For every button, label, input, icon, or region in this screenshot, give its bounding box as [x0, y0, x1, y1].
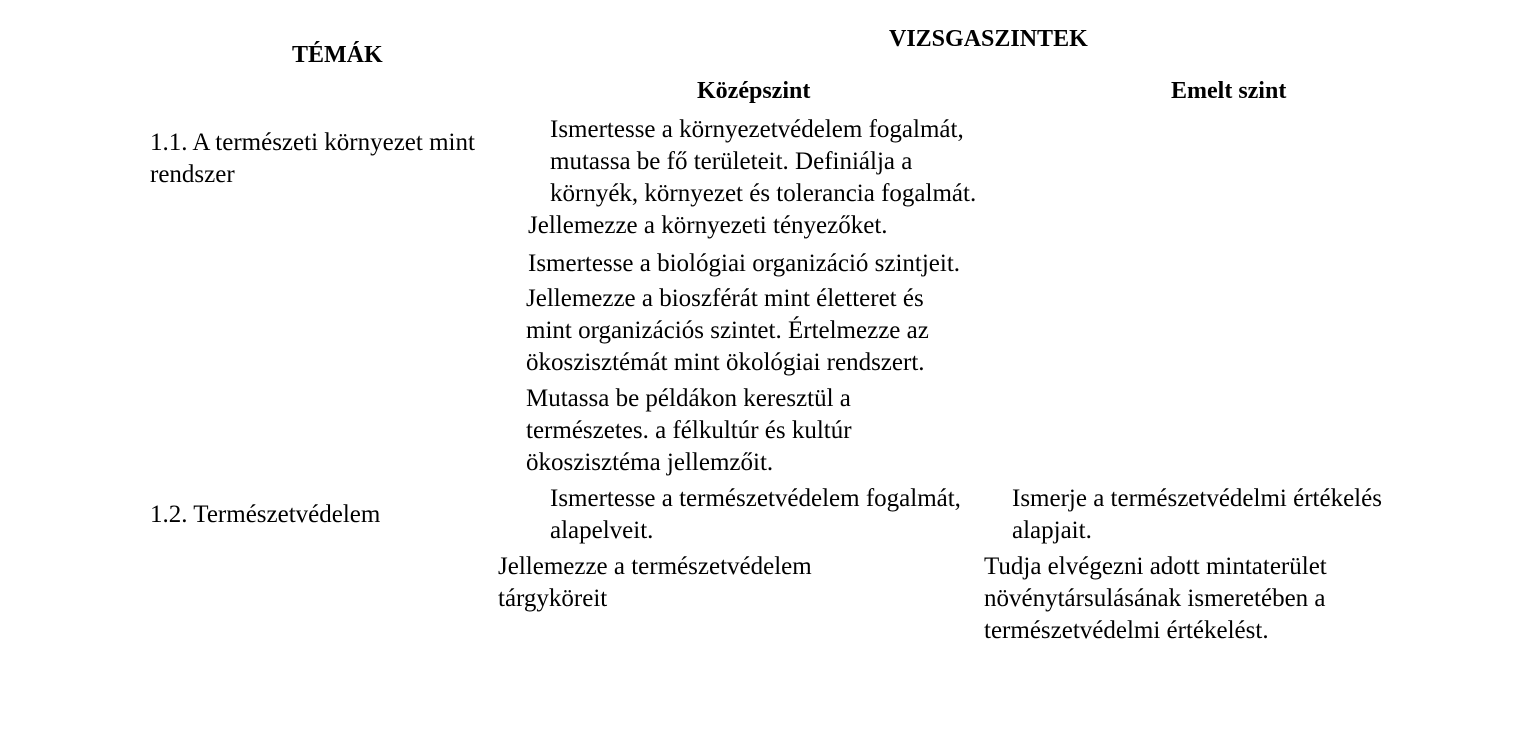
middle-item-6: [550, 483, 961, 547]
topic-line: rendszer: [150, 161, 235, 188]
advanced-item-2: [984, 551, 1327, 647]
middle-item-5: [526, 383, 852, 479]
item-line: természetvédelmi értékelést.: [984, 617, 1269, 644]
topic-line: 1.2. Természetvédelem: [150, 501, 381, 528]
item-line: Jellemezze a természetvédelem: [498, 553, 812, 580]
item-line: ökoszisztémát mint ökológiai rendszert.: [526, 349, 925, 376]
topic-1-1: [150, 127, 475, 191]
item-line: mint organizációs szintet. Értelmezze az: [526, 317, 929, 344]
item-line: Jellemezze a környezeti tényezőket.: [528, 212, 888, 239]
header-temak: TÉMÁK: [292, 42, 383, 68]
item-line: tárgyköreit: [498, 585, 608, 612]
item-line: Tudja elvégezni adott mintaterület: [984, 553, 1327, 580]
item-line: Ismertesse a biológiai organizáció szintjeit.: [528, 250, 961, 277]
middle-item-2: [528, 210, 888, 242]
item-line: Ismertesse a természetvédelem fogalmát,: [550, 485, 961, 512]
item-line: ökoszisztéma jellemzőit.: [526, 449, 774, 476]
item-line: növénytársulásának ismeretében a: [984, 585, 1326, 612]
item-line: mutassa be fő területeit. Definiálja a: [550, 148, 913, 175]
middle-item-4: [526, 283, 929, 379]
item-line: alapelveit.: [550, 517, 654, 544]
topic-1-2: [150, 499, 380, 531]
header-kozepszint: Középszint: [697, 78, 811, 104]
item-line: környék, környezet és tolerancia fogalmát.: [550, 180, 977, 207]
header-vizsgaszintek: VIZSGASZINTEK: [889, 26, 1088, 52]
middle-item-3: [528, 248, 960, 280]
item-line: Ismerje a természetvédelmi értékelés: [1012, 485, 1382, 512]
topic-line: 1.1. A természeti környezet mint: [150, 129, 475, 156]
middle-item-7: [498, 551, 812, 615]
advanced-item-1: [1012, 483, 1382, 547]
item-line: Mutassa be példákon keresztül a: [526, 385, 851, 412]
middle-item-1: [550, 114, 976, 210]
item-line: természetes. a félkultúr és kultúr: [526, 417, 852, 444]
item-line: Ismertesse a környezetvédelem fogalmát,: [550, 116, 964, 143]
item-line: alapjait.: [1012, 517, 1092, 544]
item-line: Jellemezze a bioszférát mint életteret és: [526, 285, 924, 312]
header-emelt-szint: Emelt szint: [1171, 78, 1287, 104]
